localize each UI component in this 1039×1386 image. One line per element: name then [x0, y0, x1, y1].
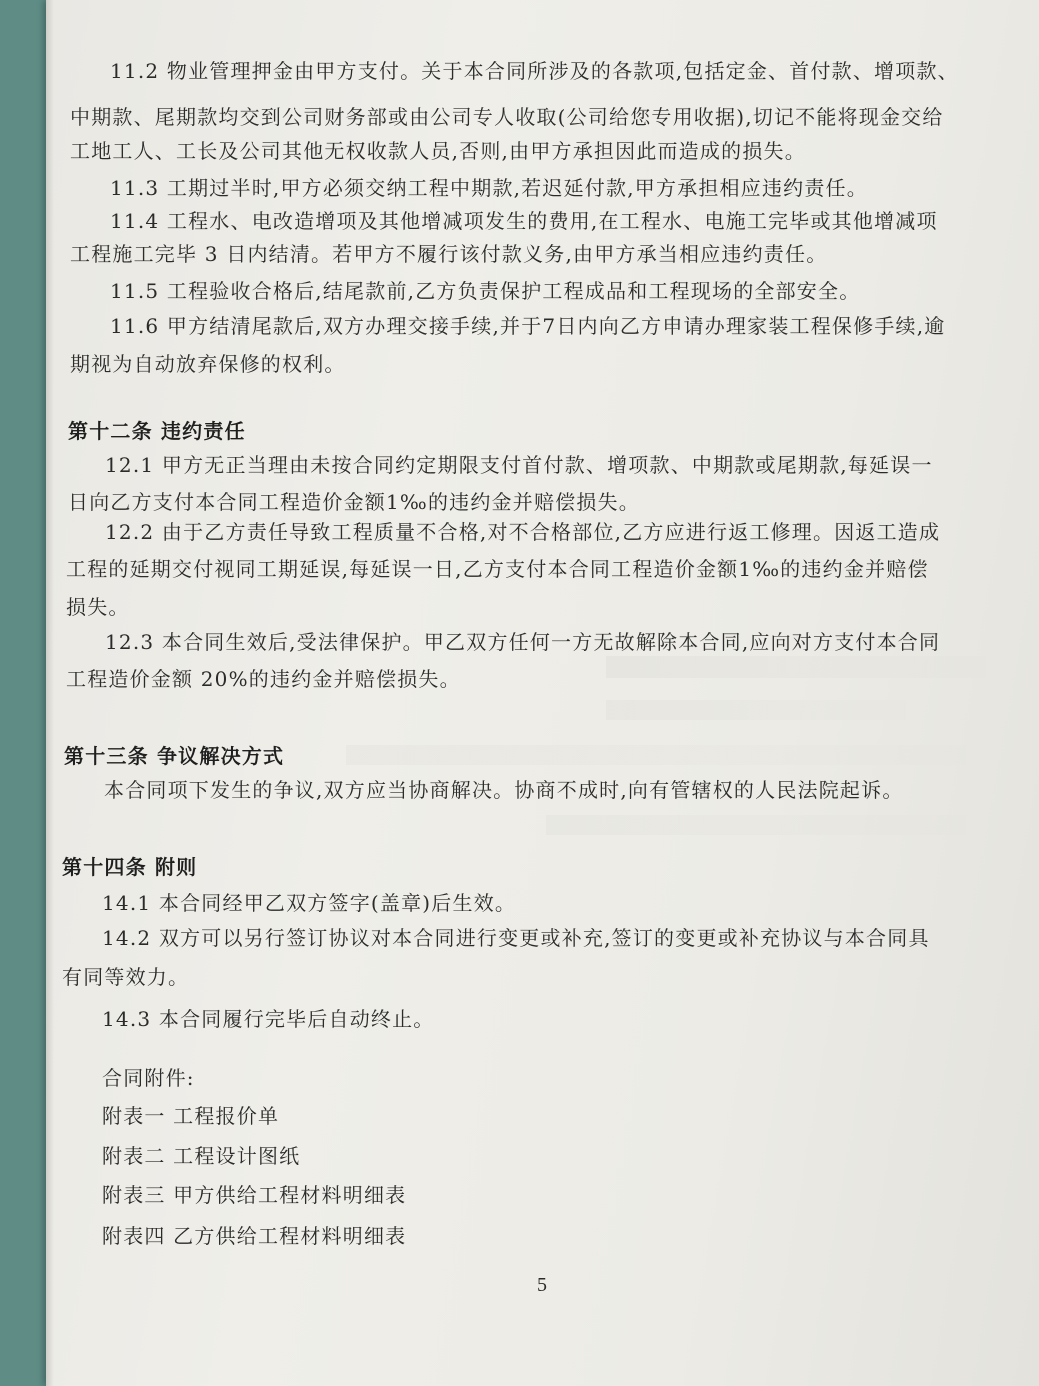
- text-line: 11.4 工程水、电改造增项及其他增减项发生的费用,在工程水、电施工完毕或其他增减项: [110, 209, 938, 233]
- text-line: 中期款、尾期款均交到公司财务部或由公司专人收取(公司给您专用收据),切记不能将现金交给: [70, 105, 944, 129]
- text-line: 11.2 物业管理押金由甲方支付。关于本合同所涉及的各款项,包括定金、首付款、增项款、: [110, 59, 959, 83]
- text-line: 工程造价金额 20%的违约金并赔偿损失。: [66, 667, 461, 691]
- show-through-text: [606, 656, 986, 678]
- section-heading: 第十二条 违约责任: [68, 419, 246, 443]
- document-page: [46, 0, 1039, 1386]
- show-through-text: [546, 815, 966, 835]
- text-line: 日向乙方支付本合同工程造价金额1‰的违约金并赔偿损失。: [68, 490, 640, 514]
- text-line: 11.3 工期过半时,甲方必须交纳工程中期款,若迟延付款,甲方承担相应违约责任。: [110, 176, 868, 200]
- text-line: 工程施工完毕 3 日内结清。若甲方不履行该付款义务,由甲方承当相应违约责任。: [70, 242, 828, 266]
- text-line: 合同附件:: [102, 1066, 195, 1090]
- text-line: 损失。: [66, 595, 130, 619]
- text-line: 工地工人、工长及公司其他无权收款人员,否则,由甲方承担因此而造成的损失。: [70, 139, 806, 163]
- page-edge-shadow: [46, 0, 54, 1386]
- text-line: 14.1 本合同经甲乙双方签字(盖章)后生效。: [102, 891, 517, 915]
- text-line: 附表三 甲方供给工程材料明细表: [102, 1183, 407, 1207]
- text-line: 12.3 本合同生效后,受法律保护。甲乙双方任何一方无故解除本合同,应向对方支付本合同: [105, 630, 941, 654]
- text-line: 期视为自动放弃保修的权利。: [70, 352, 346, 376]
- text-line: 11.6 甲方结清尾款后,双方办理交接手续,并于7日内向乙方申请办理家装工程保修手续,逾: [110, 314, 946, 338]
- show-through-text: [346, 745, 966, 765]
- page-number: 5: [537, 1274, 547, 1296]
- text-line: 14.3 本合同履行完毕后自动终止。: [102, 1007, 435, 1031]
- text-line: 11.5 工程验收合格后,结尾款前,乙方负责保护工程成品和工程现场的全部安全。: [110, 279, 861, 303]
- text-line: 14.2 双方可以另行签订协议对本合同进行变更或补充,签订的变更或补充协议与本合同具: [102, 926, 930, 950]
- text-line: 附表二 工程设计图纸: [102, 1144, 301, 1168]
- text-line: 12.2 由于乙方责任导致工程质量不合格,对不合格部位,乙方应进行返工修理。因返工造成: [105, 520, 941, 544]
- text-line: 12.1 甲方无正当理由未按合同约定期限支付首付款、增项款、中期款或尾期款,每延误一: [105, 453, 933, 477]
- text-line: 附表一 工程报价单: [102, 1104, 280, 1128]
- section-heading: 第十三条 争议解决方式: [64, 744, 285, 768]
- show-through-text: [606, 700, 906, 720]
- text-line: 工程的延期交付视同工期延误,每延误一日,乙方支付本合同工程造价金额1‰的违约金并赔偿: [66, 557, 929, 581]
- text-line: 附表四 乙方供给工程材料明细表: [102, 1224, 407, 1248]
- text-line: 有同等效力。: [62, 965, 190, 989]
- section-heading: 第十四条 附则: [62, 855, 198, 879]
- text-line: 本合同项下发生的争议,双方应当协商解决。协商不成时,向有管辖权的人民法院起诉。: [104, 778, 904, 802]
